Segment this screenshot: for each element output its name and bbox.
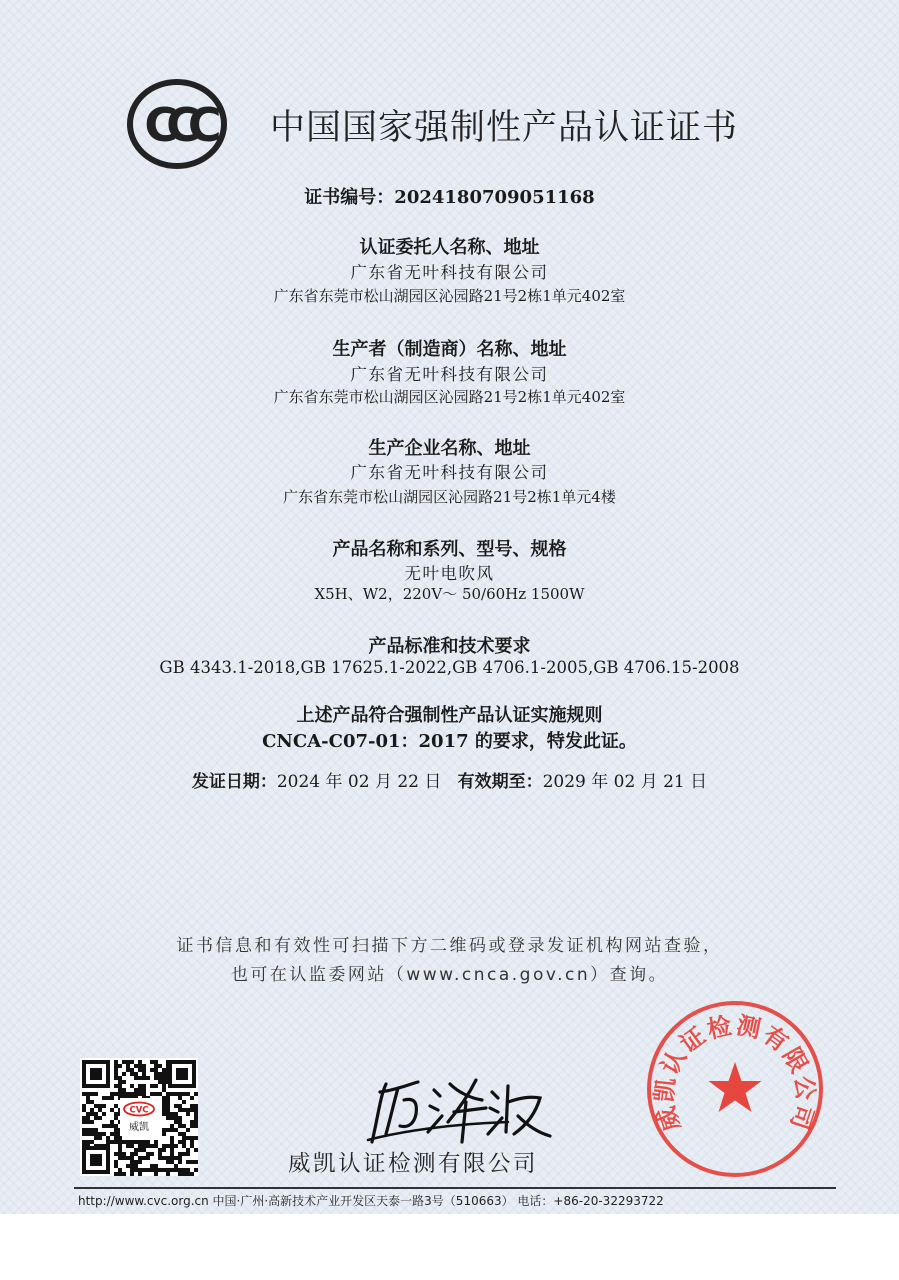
certificate-number-value: 2024180709051168 (394, 187, 595, 208)
official-seal-stamp (644, 998, 826, 1180)
seal-star-icon (709, 1062, 762, 1112)
qr-finder-top-right (168, 1060, 196, 1088)
issue-date-value: 2024 年 02 月 22 日 (276, 772, 442, 792)
certificate-title: 中国国家强制性产品认证证书 (270, 108, 739, 148)
standards-value: GB 4343.1-2018,GB 17625.1-2022,GB 4706.1-2005,GB 4706.15-2008 (159, 658, 740, 677)
manufacturer-heading: 生产者（制造商）名称、地址 (332, 339, 567, 360)
svg-text:CVC: CVC (129, 1105, 149, 1116)
certificate-number-label: 证书编号： (304, 187, 395, 208)
conformity-line-2: CNCA-C07-01：2017 的要求，特发此证。 (262, 731, 637, 752)
qr-finder-top-left (82, 1060, 110, 1088)
applicant-address: 广东省东莞市松山湖园区沁园路21号2栋1单元402室 (273, 287, 626, 305)
standards-heading: 产品标准和技术要求 (368, 636, 531, 657)
applicant-heading: 认证委托人名称、地址 (359, 237, 540, 258)
footer-divider (74, 1187, 836, 1189)
ccc-logo-icon (126, 78, 228, 170)
applicant-name: 广东省无叶科技有限公司 (350, 263, 549, 282)
svg-text:威凯: 威凯 (129, 1122, 149, 1133)
issuing-company: 威凯认证检测有限公司 (288, 1151, 539, 1177)
cvc-badge-icon (120, 1098, 158, 1136)
svg-text:CCC: CCC (144, 98, 210, 152)
manufacturer-name: 广东省无叶科技有限公司 (350, 365, 549, 384)
factory-heading: 生产企业名称、地址 (368, 438, 531, 459)
factory-name: 广东省无叶科技有限公司 (350, 463, 549, 482)
svg-text:威凯认证检测有限公司: 威凯认证检测有限公司 (650, 1011, 820, 1135)
manufacturer-address: 广东省东莞市松山湖园区沁园路21号2栋1单元402室 (273, 388, 626, 406)
notice-line-1: 证书信息和有效性可扫描下方二维码或登录发证机构网站查验， (176, 936, 723, 956)
valid-until-value: 2029 年 02 月 21 日 (542, 772, 708, 792)
certificate-dates (0, 767, 899, 792)
qr-finder-bottom-left (82, 1146, 110, 1174)
certificate-number (0, 183, 899, 209)
notice-line-2: 也可在认监委网站（www.cnca.gov.cn）查询。 (230, 965, 669, 985)
product-heading: 产品名称和系列、型号、规格 (332, 539, 567, 560)
qr-code[interactable] (80, 1058, 198, 1176)
footer-contact: http://www.cvc.org.cn 中国·广州·高新技术产业开发区天泰一路3号（510663） 电话：+86-20-32293722 (78, 1194, 664, 1208)
product-spec: X5H、W2，220V～ 50/60Hz 1500W (314, 585, 585, 603)
factory-address: 广东省东莞市松山湖园区沁园路21号2栋1单元4楼 (283, 488, 616, 506)
valid-until-label: 有效期至： (457, 772, 543, 792)
product-name: 无叶电吹风 (404, 564, 495, 583)
conformity-line-1: 上述产品符合强制性产品认证实施规则 (296, 705, 603, 726)
verification-notice (0, 932, 899, 990)
signature-image (358, 1062, 558, 1152)
issue-date-label: 发证日期： (191, 772, 277, 792)
